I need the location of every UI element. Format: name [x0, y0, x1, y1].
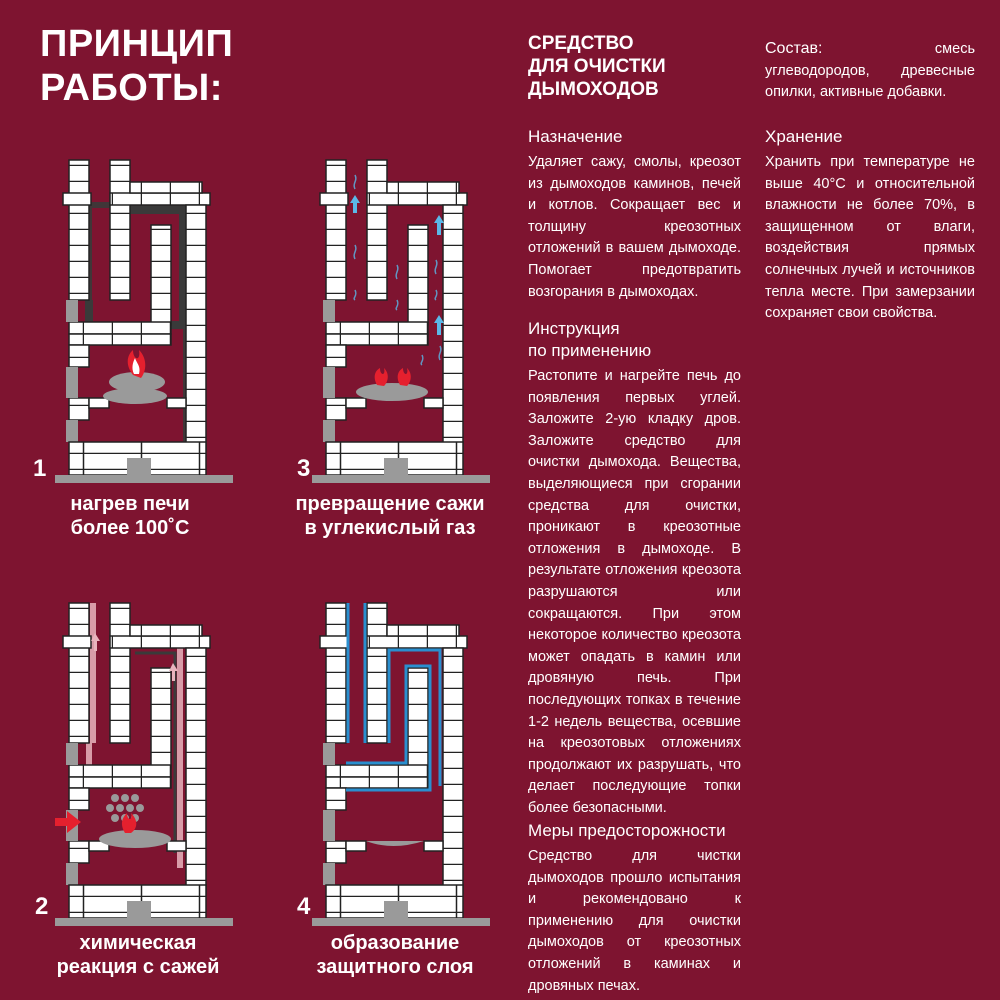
stove-reaction-icon [55, 593, 235, 933]
instructions-text: Растопите и нагрейте печь до появления первых углей. Заложите 2-ую кладку дров. Заложите средство для очистки дымохода. Вещества, выделяющиеся при сгорании средства для очистки, проникают в креозотные отложения в дымоходе. В результате отложения креозота разрушаются или сокращаются. При этом некоторое количество креозота может опадать в камин или дровяную печь. При последующих топках в течение 1-2 недель вещества, осевшие на креозотовых отложениях продолжают их разрушать, что делает последующие топки более безопасными. [528, 368, 741, 816]
stove-co2-icon [312, 150, 492, 490]
purpose-section [528, 126, 741, 303]
step-1-caption: нагрев печи более 100˚С [70, 493, 190, 539]
step-4-caption: образование защитного слоя [316, 932, 474, 978]
instructions-section [528, 318, 741, 819]
product-title: СРЕДСТВО ДЛЯ ОЧИСТКИ ДЫМОХОДОВ [528, 33, 666, 100]
step-1-number: 1 [33, 455, 47, 482]
purpose-heading: Назначение [528, 127, 623, 146]
storage-heading: Хранение [765, 127, 843, 146]
step-2-number: 2 [35, 893, 49, 920]
storage-text: Хранить при температуре не выше 40°С и относительной влажности не более 70%, в защищенном от влаги, воздействия прямых солнечных лучей и источников тепла месте. При замерзании сохраняет свои свойства. [765, 154, 975, 322]
precautions-text: Средство для чистки дымоходов прошло испытания и рекомендовано к применению для очистки дымоходов от креозотных отложений в каминах и дровяных печах. [528, 848, 741, 994]
composition-section [765, 38, 975, 104]
storage-section [765, 126, 975, 325]
stove-heating-icon [55, 150, 235, 490]
step-2-caption: химическая реакция с сажей [56, 932, 220, 978]
step-3-caption: превращение сажи в углекислый газ [295, 493, 485, 539]
purpose-text: Удаляет сажу, смолы, креозот из дымоходов каминов, печей и котлов. Сокращает вес и толщину креозотных отложений в вашем дымоходе. Помогает предотвратить возгорания в дымоходах. [528, 154, 741, 300]
step-4-number: 4 [297, 893, 311, 920]
precautions-section [528, 820, 741, 997]
step-3-number: 3 [297, 455, 311, 482]
main-title-line1: ПРИНЦИП [40, 23, 234, 65]
composition-text: смесь углеводородов, древесные опилки, активные добавки. [765, 41, 975, 101]
composition-label: Состав: [765, 40, 823, 57]
main-title-line2: РАБОТЫ: [40, 67, 223, 109]
instructions-heading: Инструкция по применению [528, 319, 652, 360]
main-title [40, 22, 233, 110]
precautions-heading: Меры предосторожности [528, 821, 726, 840]
stove-protective-layer-icon [312, 593, 492, 933]
